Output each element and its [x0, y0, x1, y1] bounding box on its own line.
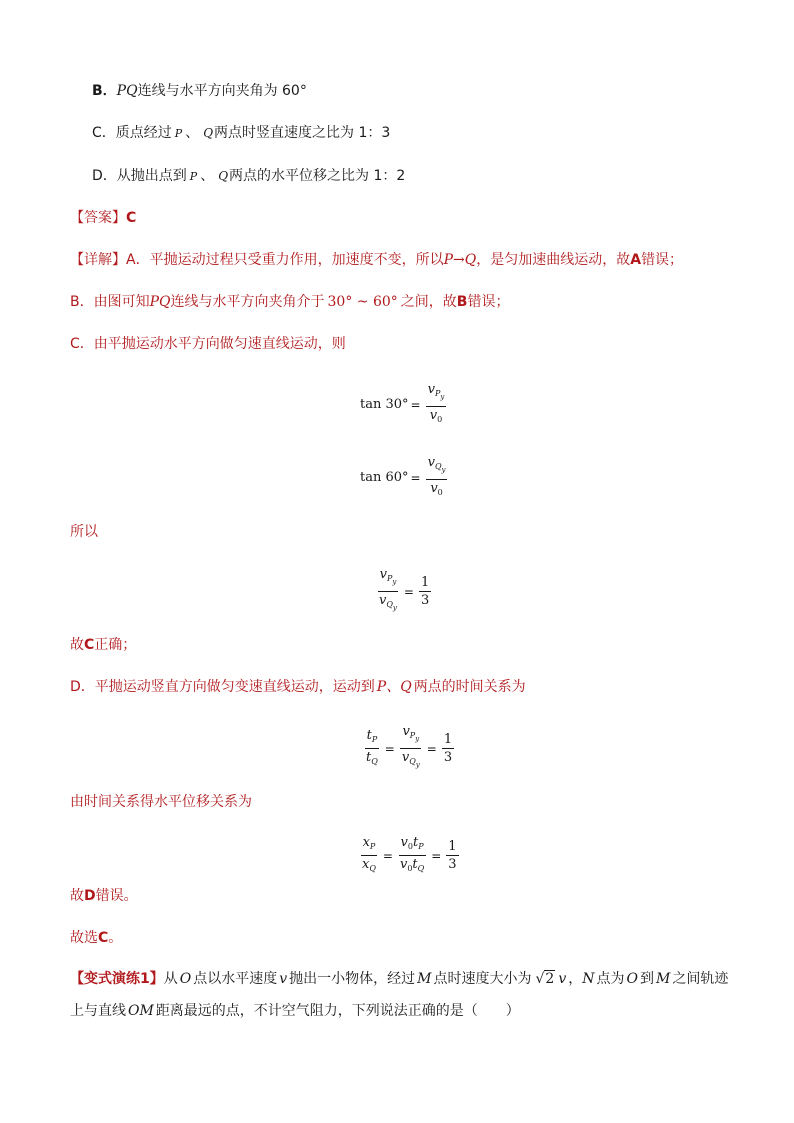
fraction: $\frac{x_P}{x_Q}$ — [362, 835, 376, 873]
equation-tan60: tan 60° = $\frac{v_{Q_y}}{v_0}$ — [360, 455, 450, 500]
option-d: D．从抛出点到 P 、 Q两点的水平位移之比为 1：2 — [92, 168, 406, 184]
fraction: $\frac{v_{Q_y}}{v_0}$ — [427, 455, 446, 497]
fraction: $\frac{1}{3}$ — [420, 575, 430, 608]
detail-d-result: 故D错误。 — [70, 888, 138, 904]
fraction: $\frac{1}{3}$ — [443, 732, 453, 765]
option-c: C．质点经过 P 、 Q两点时竖直速度之比为 1：3 — [92, 125, 391, 141]
equation-displacement-ratio: $\frac{x_P}{x_Q}$ = $\frac{v_0t_P}{v_0t_Q}$ = $\frac{1}{3}$ — [357, 835, 462, 876]
fraction: $\frac{v_{P_y}}{v_{Q_y}}$ — [401, 724, 420, 769]
fraction: $\frac{v_{P_y}}{v_0}$ — [427, 382, 445, 424]
variant-line-1: 【变式演练1】从 O 点以水平速度 v 抛出一小物体，经过 M 点时速度大小为 √2 v ，N 点为 O 到 M 之间轨迹 — [70, 971, 729, 987]
equation-time-ratio: $\frac{t_P}{t_Q}$ = $\frac{v_{P_y}}{v_{Q_y}}$ = $\frac{1}{3}$ — [361, 724, 457, 773]
final-choice: 故选C。 — [70, 930, 123, 946]
var-pq: PQ — [116, 83, 138, 99]
variant-line-2: 上与直线 OM 距离最远的点，不计空气阻力，下列说法正确的是（ ） — [70, 1003, 520, 1019]
detail-c-intro: C．由平抛运动水平方向做匀速直线运动，则 — [70, 336, 346, 352]
suoyi-text: 所以 — [70, 524, 98, 540]
detail-b: B．由图可知PQ连线与水平方向夹角介于 30° ~ 60° 之间，故B错误； — [70, 294, 510, 310]
detail-d-intro: D．平抛运动竖直方向做匀变速直线运动，运动到 P、Q 两点的时间关系为 — [70, 679, 526, 695]
fraction: $\frac{1}{3}$ — [448, 839, 457, 872]
fraction: $\frac{v_0t_P}{v_0t_Q}$ — [399, 835, 425, 873]
option-b: B．PQ连线与水平方向夹角为 60° — [92, 83, 307, 99]
equation-tan30: tan 30° = $\frac{v_{P_y}}{v_0}$ — [360, 382, 449, 427]
sqrt-symbol: √2 — [535, 971, 555, 987]
answer-line: 【答案】C — [70, 210, 137, 226]
detail-d-mid: 由时间关系得水平位移关系为 — [70, 794, 252, 810]
equation-velocity-ratio: $\frac{v_{P_y}}{v_{Q_y}}$ = $\frac{1}{3}$ — [374, 567, 434, 616]
fraction: $\frac{t_P}{t_Q}$ — [366, 728, 378, 766]
fraction: $\frac{v_{P_y}}{v_{Q_y}}$ — [379, 567, 397, 612]
detail-c-result: 故C正确； — [70, 637, 137, 653]
detail-a: 【详解】A．平抛运动过程只受重力作用，加速度不变，所以P→Q，是匀加速曲线运动，故A错误； — [70, 252, 684, 268]
